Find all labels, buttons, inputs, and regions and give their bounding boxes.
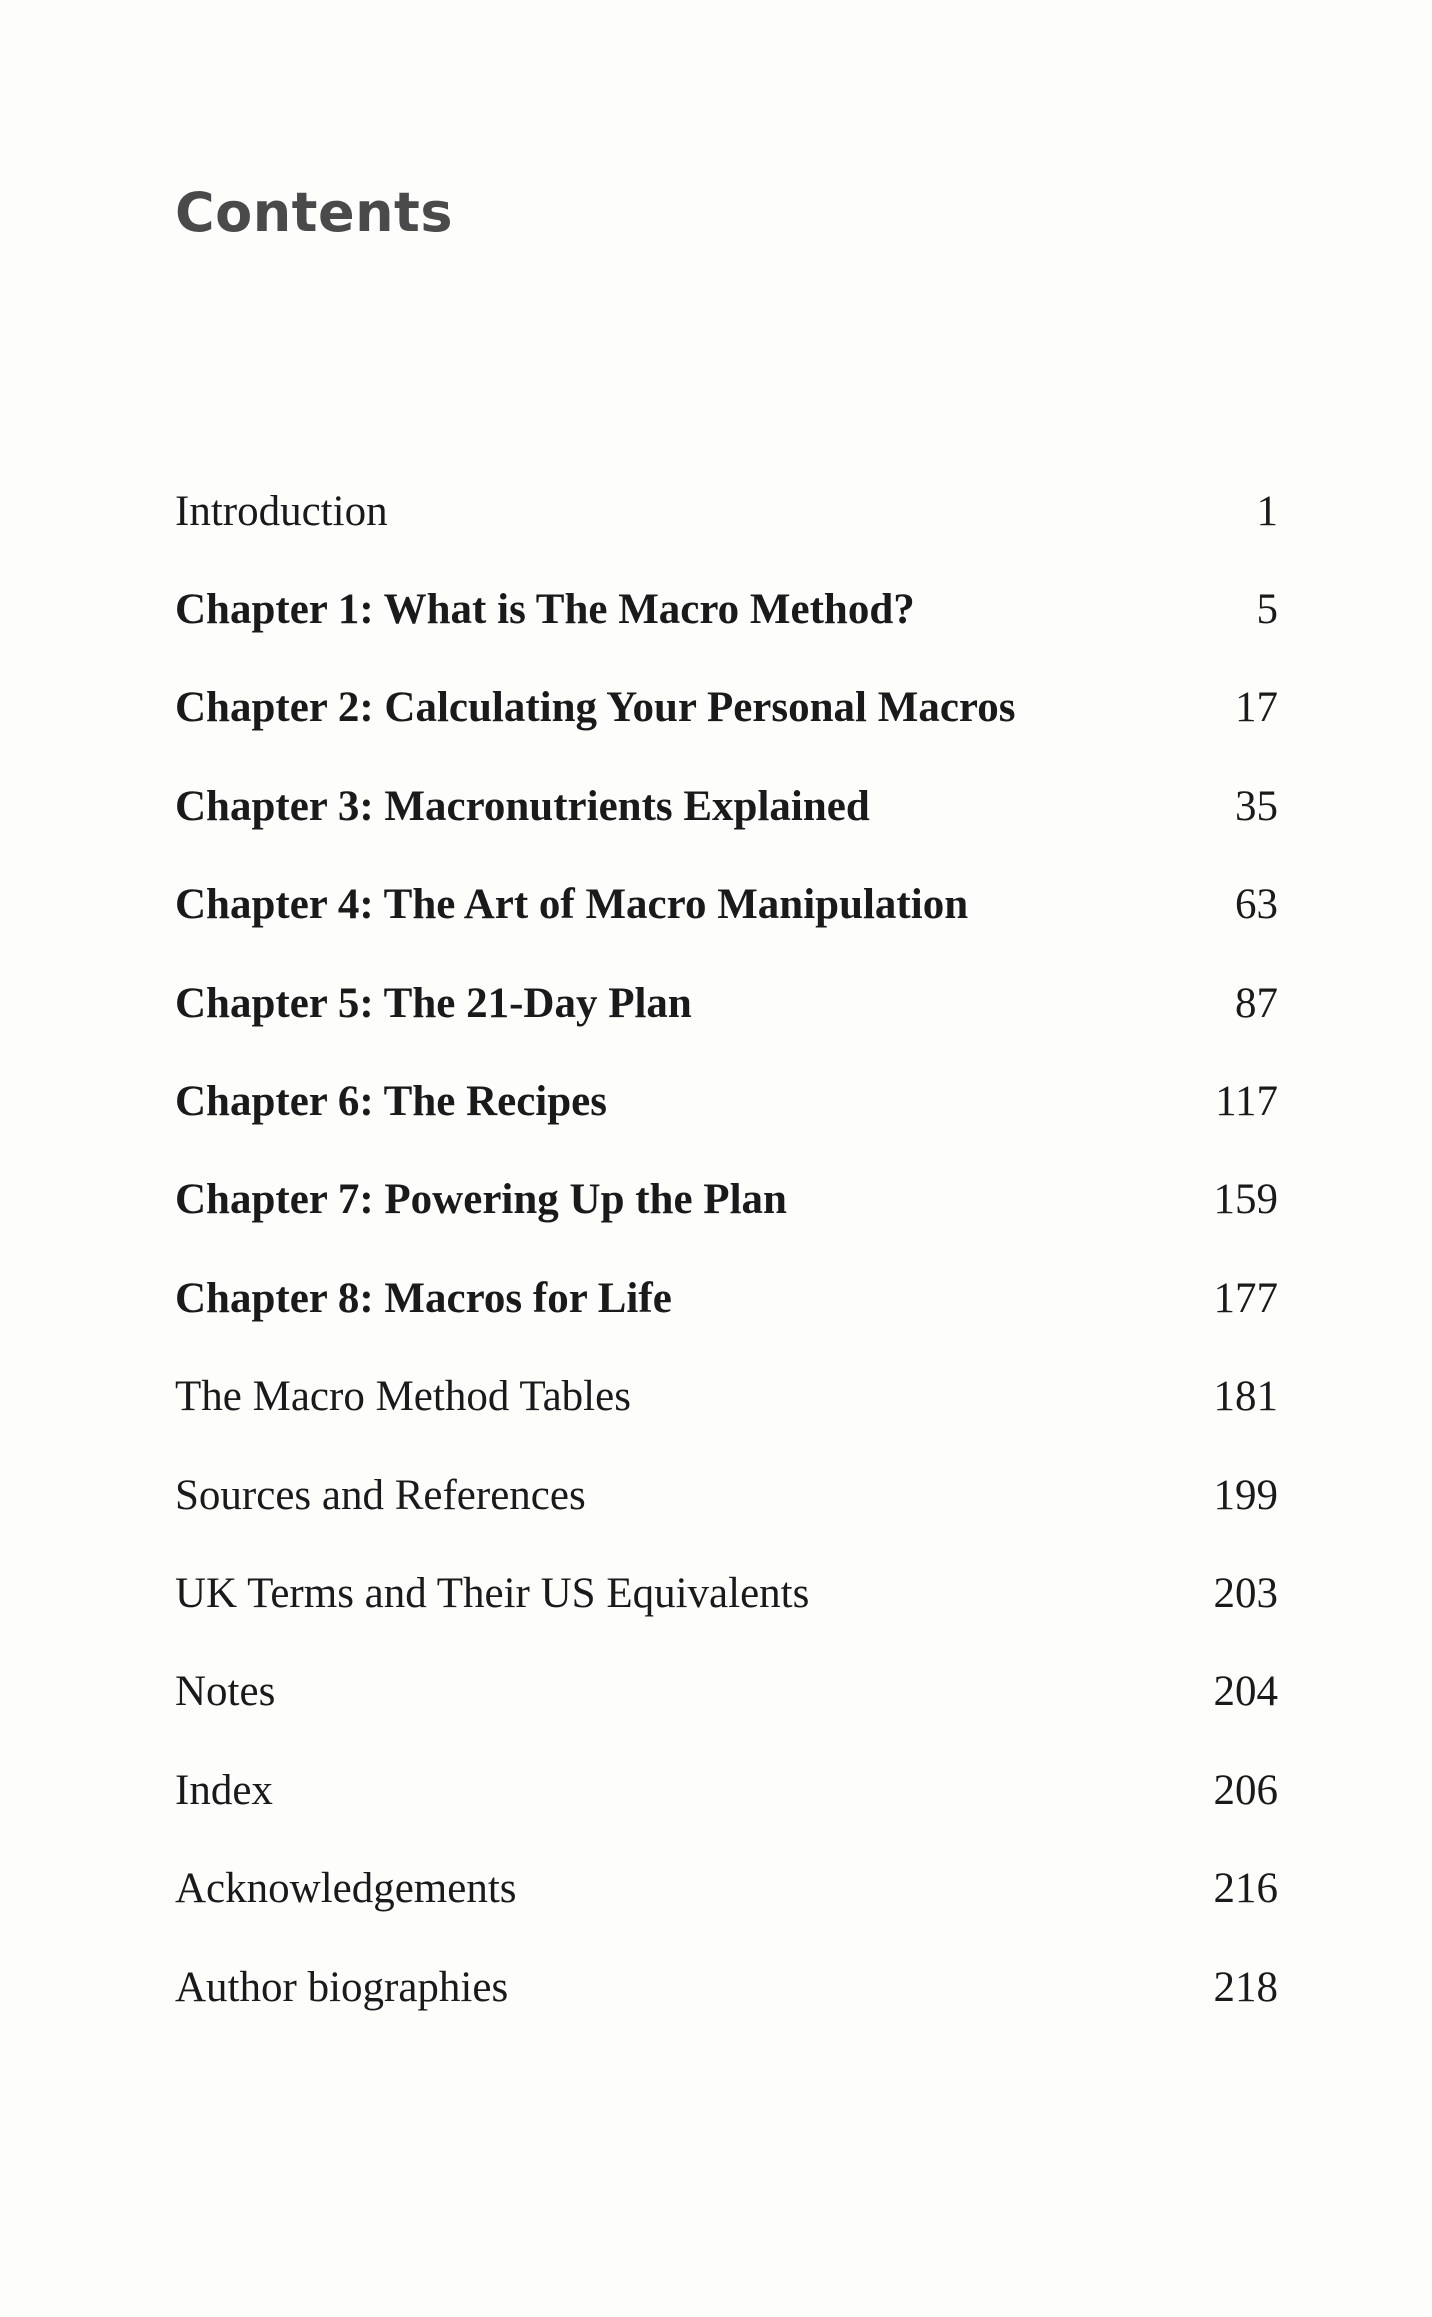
- toc-entry: [175, 1741, 1278, 1839]
- toc-entry-title: Chapter 1: What is The Macro Method?: [175, 586, 915, 634]
- toc-entry-page-number: 1: [1256, 487, 1278, 535]
- toc-entry: [175, 1052, 1278, 1150]
- toc-entry: [175, 954, 1278, 1052]
- toc-entry-title: Chapter 4: The Art of Macro Manipulation: [175, 881, 969, 929]
- toc-entry: [175, 462, 1278, 560]
- toc-entry-page-number: 17: [1235, 684, 1278, 732]
- toc-entry-title: Index: [175, 1766, 273, 1814]
- toc-entry-page-number: 35: [1235, 782, 1278, 830]
- toc-entry: [175, 659, 1278, 757]
- toc-entry-title: Notes: [175, 1668, 276, 1716]
- toc-entry: [175, 1348, 1278, 1446]
- toc-entry-title: Author biographies: [175, 1963, 509, 2011]
- toc-entry-page-number: 159: [1213, 1176, 1278, 1224]
- toc-entry-title: Acknowledgements: [175, 1865, 517, 1913]
- toc-entry-page-number: 5: [1256, 586, 1278, 634]
- toc-entry: [175, 1151, 1278, 1249]
- toc-entry-title: Chapter 7: Powering Up the Plan: [175, 1176, 787, 1224]
- toc-entry: [175, 1938, 1278, 2036]
- toc-entry-page-number: 117: [1215, 1078, 1278, 1126]
- toc-entry-page-number: 206: [1213, 1766, 1278, 1814]
- toc-entry-title: UK Terms and Their US Equivalents: [175, 1569, 810, 1617]
- toc-entry-page-number: 177: [1213, 1274, 1278, 1322]
- toc-entry: [175, 1249, 1278, 1347]
- toc-entry-page-number: 87: [1235, 979, 1278, 1027]
- table-of-contents: [175, 462, 1278, 2036]
- toc-entry-title: Sources and References: [175, 1471, 586, 1519]
- toc-entry-page-number: 203: [1213, 1569, 1278, 1617]
- toc-entry-title: Chapter 8: Macros for Life: [175, 1274, 672, 1322]
- toc-entry-title: The Macro Method Tables: [175, 1373, 631, 1421]
- toc-entry: [175, 1544, 1278, 1642]
- toc-entry-page-number: 216: [1213, 1865, 1278, 1913]
- toc-entry-page-number: 218: [1213, 1963, 1278, 2011]
- toc-entry-page-number: 204: [1213, 1668, 1278, 1716]
- toc-entry-title: Chapter 3: Macronutrients Explained: [175, 782, 870, 830]
- toc-entry-title: Chapter 6: The Recipes: [175, 1078, 607, 1126]
- toc-entry: [175, 856, 1278, 954]
- page-title: Contents: [175, 181, 454, 244]
- toc-entry-title: Introduction: [175, 487, 388, 535]
- toc-entry-page-number: 181: [1213, 1373, 1278, 1421]
- toc-entry-title: Chapter 2: Calculating Your Personal Macros: [175, 684, 1016, 732]
- toc-entry: [175, 1839, 1278, 1937]
- toc-entry: [175, 1643, 1278, 1741]
- toc-entry-page-number: 63: [1235, 881, 1278, 929]
- toc-entry: [175, 1446, 1278, 1544]
- toc-entry-title: Chapter 5: The 21-Day Plan: [175, 979, 692, 1027]
- toc-entry-page-number: 199: [1213, 1471, 1278, 1519]
- toc-entry: [175, 757, 1278, 855]
- toc-entry: [175, 560, 1278, 658]
